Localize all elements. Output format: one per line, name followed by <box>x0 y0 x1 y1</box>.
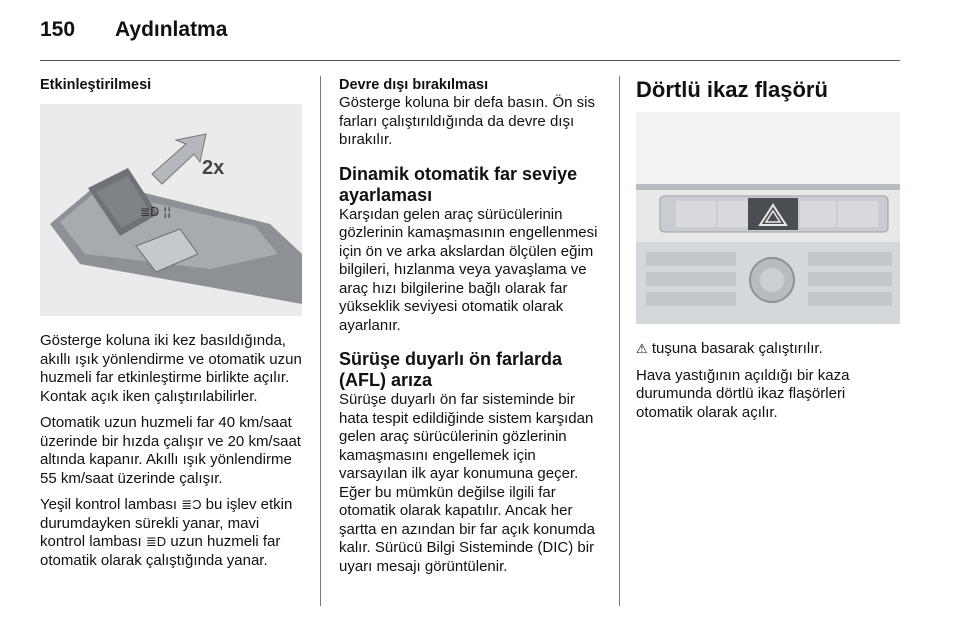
column-1 <box>40 76 305 578</box>
paragraph: Yeşil kontrol lambası ≣Ɔ bu işlev etkin durumdayken sürekli yanar, mavi kontrol lambası ≣D uzun huzmeli far otomatik olarak çalıştığında yanar. <box>40 496 293 569</box>
subheading-deactivation: Devre dışı bırakılması <box>339 77 489 93</box>
page-number: 150 <box>40 18 76 41</box>
hazard-switch-illustration <box>636 112 900 324</box>
column-divider <box>619 76 620 606</box>
column-3 <box>636 76 901 430</box>
dashboard-drawing <box>636 112 900 324</box>
paragraph: Karşıdan gelen araç sürücülerinin gözlerinin kamaşmasının engellenmesi için ön ve arka akslardan ölçülen eğim bilgileri, hızlanma veya yavaşlama ve araç hızı bilgilerine bağlı olarak far yükseklik seviyesi otomatik olarak ayarlanır. <box>339 205 598 334</box>
header-rule <box>40 60 900 61</box>
subheading-activation: Etkinleştirilmesi <box>40 77 152 93</box>
svg-text:≣D ¦¦: ≣D ¦¦ <box>140 205 172 219</box>
hazard-triangle-icon: ⚠ <box>636 341 648 356</box>
intellibeam-icon: ≣Ɔ <box>181 497 202 512</box>
column-2 <box>339 76 607 584</box>
paragraph: Otomatik uzun huzmeli far 40 km/saat üzerinde bir hızda çalışır ve 20 km/saat altında kapanır. Akıllı ışık yönlendirme 55 km/saat üzerinde çalışır. <box>40 414 301 487</box>
press-count-label: 2x <box>202 157 225 179</box>
indicator-stalk-drawing <box>40 104 302 316</box>
section-title: Dörtlü ikaz flaşörü <box>636 77 828 102</box>
chapter-title: Aydınlatma <box>115 18 228 41</box>
paragraph: Sürüşe duyarlı ön far sisteminde bir hata tespit edildiğinde sistem karşıdan gelen araç sürücülerinin gözlerinin kamaşmasını engellemek için varsayılan ilk ayar konumuna geçer. Eğer bu mümkün değilse ilgili far otomatik olarak kapatılır. Ancak her şartta en azından bir far açık konumda kalır. Sürücü Bilgi Sisteminde (DIC) bir uyarı mesajı görüntülenir. <box>339 391 595 575</box>
section-heading: Sürüşe duyarlı ön farlarda (AFL) arıza <box>339 349 563 390</box>
section-heading: Dinamik otomatik far seviye ayarlaması <box>339 163 578 205</box>
high-beam-icon: ≣D <box>145 534 167 549</box>
paragraph: Hava yastığının açıldığı bir kaza durumunda dörtlü ikaz flaşörleri otomatik olarak açılır. <box>636 366 850 421</box>
stalk-illustration <box>40 104 302 316</box>
paragraph: ⚠ tuşuna basarak çalıştırılır. <box>636 340 823 357</box>
column-divider <box>320 76 321 606</box>
paragraph: Gösterge koluna iki kez basıldığında, akıllı ışık yönlendirme ve otomatik uzun huzmeli far etkinleştirme birlikte açılır. Kontak açık iken çalıştırılabilirler. <box>40 332 302 405</box>
paragraph: Gösterge koluna bir defa basın. Ön sis farları çalıştırıldığında da devre dışı bırakılır. <box>339 94 595 148</box>
